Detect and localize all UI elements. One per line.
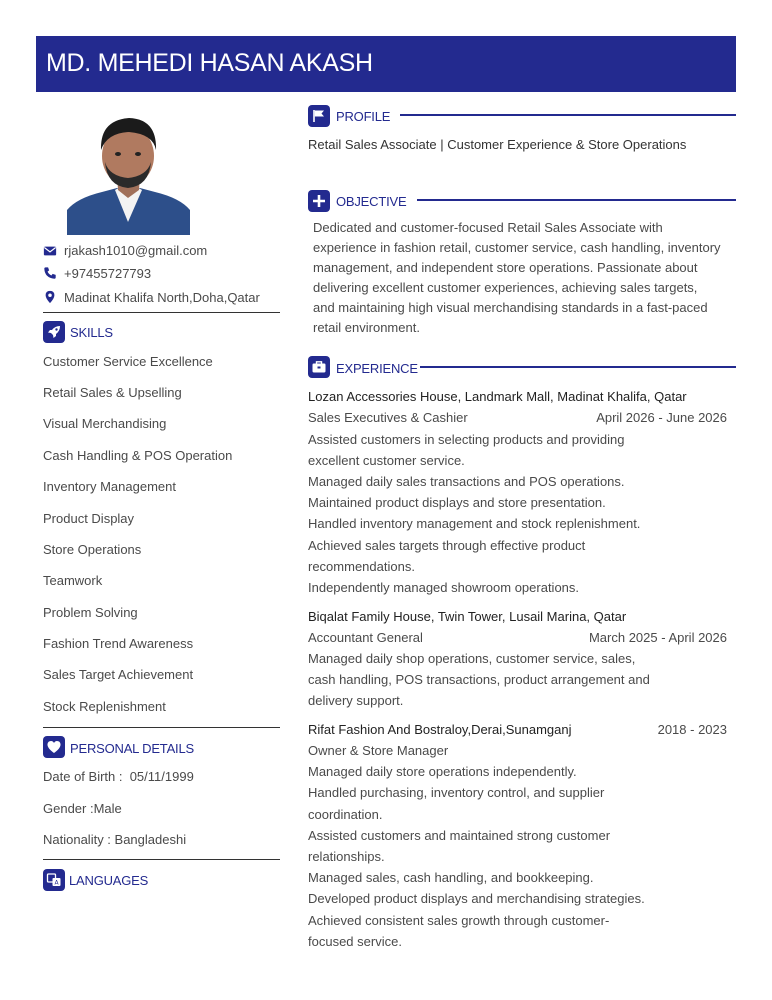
objective-line: Dedicated and customer-focused Retail Sales Associate with [313, 220, 663, 235]
skill-item: Product Display [43, 511, 135, 526]
job-company: Biqalat Family House, Twin Tower, Lusail Marina, Qatar [308, 609, 627, 624]
resume-header [36, 36, 736, 92]
job-company: Lozan Accessories House, Landmark Mall, Madinat Khalifa, Qatar [308, 389, 687, 404]
job-duty: Managed sales, cash handling, and bookkeeping. [308, 870, 594, 885]
job-dates: 2018 - 2023 [657, 722, 727, 737]
job-duty: Developed product displays and merchandising strategies. [308, 891, 645, 906]
skill-item: Sales Target Achievement [43, 667, 194, 682]
job-duty: Assisted customers and maintained strong customer [308, 828, 611, 843]
map-pin-icon [43, 290, 57, 304]
objective-text [313, 218, 733, 338]
heart-icon [46, 739, 62, 755]
job-duty: Managed daily shop operations, customer service, sales, [308, 651, 636, 666]
experience-title: EXPERIENCE [336, 361, 418, 376]
envelope-icon [43, 244, 57, 258]
skill-item: Customer Service Excellence [43, 354, 213, 369]
job-duty: Achieved sales targets through effective product [308, 538, 586, 553]
objective-title: OBJECTIVE [336, 194, 407, 209]
job-company: Rifat Fashion And Bostraloy,Derai,Sunamganj [308, 722, 572, 737]
objective-line: delivering excellent customer experiences, achieving sales targets, [313, 280, 698, 295]
profile-title: PROFILE [336, 109, 391, 124]
profile-photo [67, 110, 190, 235]
objective-line: management, and independent store operations. Passionate about [313, 260, 698, 275]
job-duty: Maintained product displays and store presentation. [308, 495, 606, 510]
experience-badge [308, 356, 330, 378]
candidate-name: MD. MEHEDI HASAN AKASH [46, 49, 373, 77]
job-dates: March 2025 - April 2026 [588, 630, 727, 645]
email-text: rjakash1010@gmail.com [64, 243, 208, 258]
job-role: Sales Executives & Cashier [308, 410, 468, 425]
job-duty: coordination. [308, 807, 383, 822]
objective-badge [308, 190, 330, 212]
languages-title: LANGUAGES [69, 873, 149, 888]
skills-badge [43, 321, 65, 343]
job-dates: April 2026 - June 2026 [596, 410, 727, 425]
plus-icon [311, 193, 327, 209]
skill-item: Stock Replenishment [43, 699, 166, 714]
profile-badge [308, 105, 330, 127]
skill-item: Fashion Trend Awareness [43, 636, 194, 651]
section-rule [420, 366, 736, 368]
phone-text: +97455727793 [64, 266, 152, 281]
profile-photo-image [67, 110, 190, 235]
skill-item: Inventory Management [43, 479, 176, 494]
skills-title: SKILLS [70, 325, 113, 340]
job-duty: recommendations. [308, 559, 415, 574]
nationality-text: Nationality : Bangladeshi [43, 832, 187, 847]
job-duty: Handled purchasing, inventory control, and supplier [308, 785, 605, 800]
personal-badge [43, 736, 65, 758]
objective-line: and maintaining high visual merchandising standards in a fast-paced [313, 300, 708, 315]
job-duty: Assisted customers in selecting products and providing [308, 432, 625, 447]
divider [43, 727, 280, 728]
job-duty: Handled inventory management and stock replenishment. [308, 516, 641, 531]
divider [43, 859, 280, 860]
section-rule [417, 199, 736, 201]
job-role: Accountant General [308, 630, 423, 645]
skill-item: Retail Sales & Upselling [43, 385, 182, 400]
skill-item: Teamwork [43, 573, 103, 588]
svg-text:A: A [54, 879, 59, 887]
profile-headline: Retail Sales Associate | Customer Experience & Store Operations [308, 137, 687, 152]
phone-icon [43, 266, 57, 280]
job-duty: delivery support. [308, 693, 404, 708]
skill-item: Store Operations [43, 542, 142, 557]
objective-line: experience in fashion retail, customer service, cash handling, inventory [313, 240, 721, 255]
job-duty: Managed daily store operations independently. [308, 764, 577, 779]
translate-icon [46, 872, 62, 888]
personal-title: PERSONAL DETAILS [70, 741, 194, 756]
languages-badge [43, 869, 65, 891]
skill-item: Cash Handling & POS Operation [43, 448, 233, 463]
job-duty: relationships. [308, 849, 385, 864]
briefcase-icon [311, 359, 327, 375]
skill-item: Problem Solving [43, 605, 138, 620]
objective-line: retail environment. [313, 320, 420, 335]
job-duty: Managed daily sales transactions and POS operations. [308, 474, 625, 489]
job-duty: focused service. [308, 934, 402, 949]
job-duty: excellent customer service. [308, 453, 465, 468]
job-duty: Independently managed showroom operations. [308, 580, 580, 595]
section-rule [400, 114, 736, 116]
gender-text: Gender :Male [43, 801, 122, 816]
divider [43, 312, 280, 313]
job-duty: Achieved consistent sales growth through customer- [308, 913, 610, 928]
flag-icon [311, 108, 327, 124]
rocket-icon [46, 324, 62, 340]
job-role: Owner & Store Manager [308, 743, 449, 758]
address-text: Madinat Khalifa North,Doha,Qatar [64, 290, 260, 305]
job-duty: cash handling, POS transactions, product arrangement and [308, 672, 650, 687]
skill-item: Visual Merchandising [43, 416, 167, 431]
dob-text: Date of Birth : 05/11/1999 [43, 769, 194, 784]
